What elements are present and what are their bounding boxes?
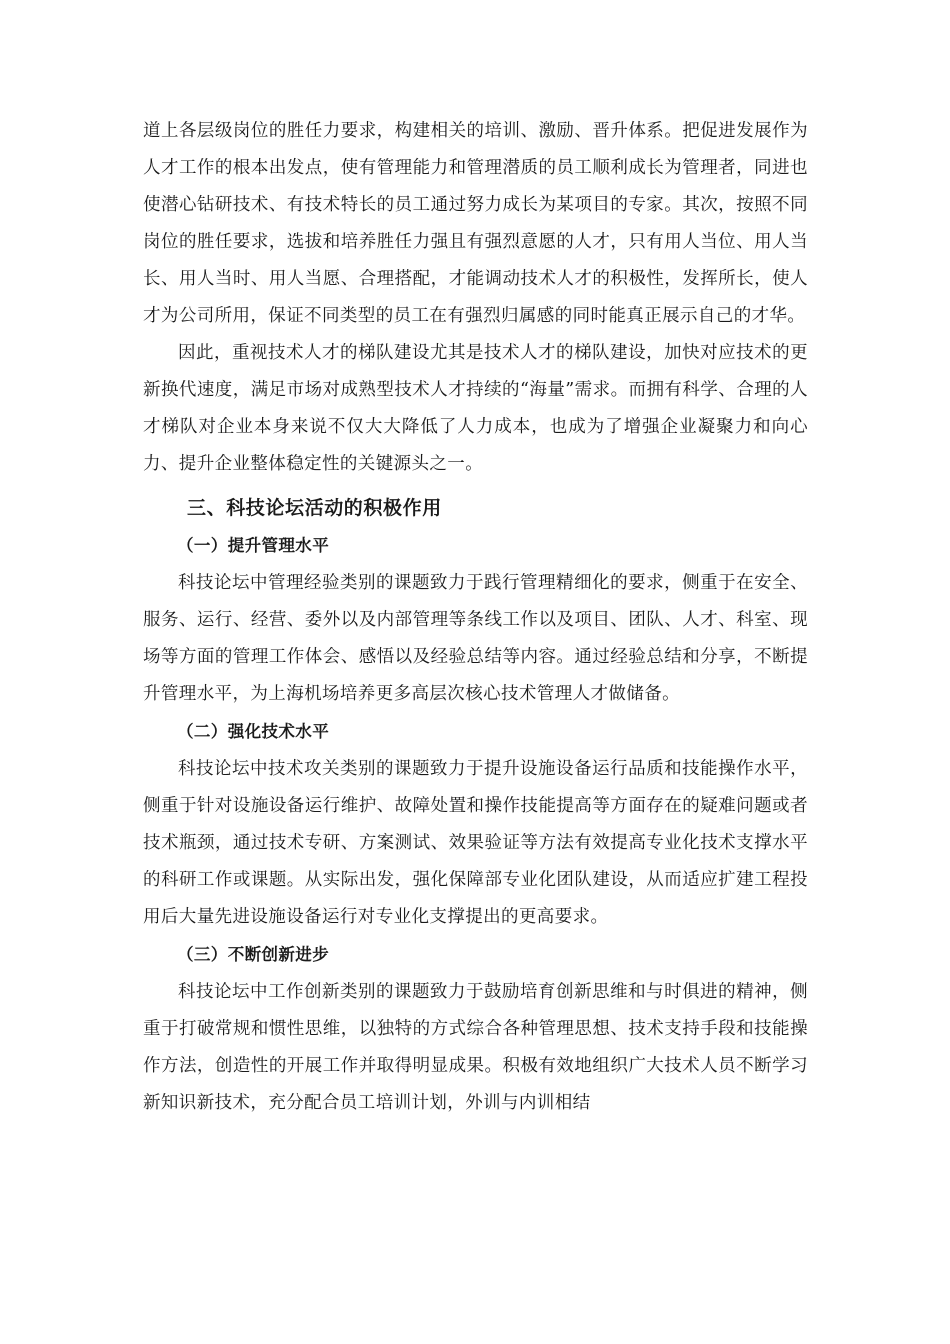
subheading-technology: （二）强化技术水平: [177, 722, 330, 741]
paragraph-innovation: 科技论坛中工作创新类别的课题致力于鼓励培育创新思维和与时俱进的精神，侧重于打破常规和惯性思维，以独特的方式综合各种管理思想、技术支持手段和技能操作方法，创造性的开展工作并取得明显成果。积极有效地组织广大技术人员不断学习新知识新技术，充分配合员工培训计划，外训与内训相结: [143, 982, 808, 1113]
paragraph-talent-echelon: 因此，重视技术人才的梯队建设尤其是技术人才的梯队建设，加快对应技术的更新换代速度，满足市场对成熟型技术人才持续的“海量”需求。而拥有科学、合理的人才梯队对企业本身来说不仅大大降低了人力成本，也成为了增强企业凝聚力和向心力、提升企业整体稳定性的关键源头之一。: [143, 343, 808, 474]
subheading-innovation: （三）不断创新进步: [177, 945, 330, 964]
paragraph-talent-system: 道上各层级岗位的胜任力要求，构建相关的培训、激励、晋升体系。把促进发展作为人才工作的根本出发点，使有管理能力和管理潜质的员工顺利成长为管理者，同进也使潜心钻研技术、有技术特长的员工通过努力成长为某项目的专家。其次，按照不同岗位的胜任要求，选拔和培养胜任力强且有强烈意愿的人才，只有用人当位、用人当长、用人当时、用人当愿、合理搭配，才能调动技术人才的积极性，发挥所长，使人才为公司所用，保证不同类型的员工在有强烈归属感的同时能真正展示自己的才华。: [143, 121, 808, 326]
document-page: [143, 113, 808, 1122]
section-heading: 三、科技论坛活动的积极作用: [187, 497, 442, 519]
paragraph-technology: 科技论坛中技术攻关类别的课题致力于提升设施设备运行品质和技能操作水平，侧重于针对设施设备运行维护、故障处置和操作技能提高等方面存在的疑难问题或者技术瓶颈，通过技术专研、方案测试、效果验证等方法有效提高专业化技术支撑水平的科研工作或课题。从实际出发，强化保障部专业化团队建设，从而适应扩建工程投用后大量先进设施设备运行对专业化支撑提出的更高要求。: [143, 759, 808, 927]
paragraph-management: 科技论坛中管理经验类别的课题致力于践行管理精细化的要求，侧重于在安全、服务、运行、经营、委外以及内部管理等条线工作以及项目、团队、人才、科室、现场等方面的管理工作体会、感悟以及经验总结等内容。通过经验总结和分享，不断提升管理水平，为上海机场培养更多高层次核心技术管理人才做储备。: [143, 573, 808, 704]
subheading-management: （一）提升管理水平: [177, 536, 330, 555]
